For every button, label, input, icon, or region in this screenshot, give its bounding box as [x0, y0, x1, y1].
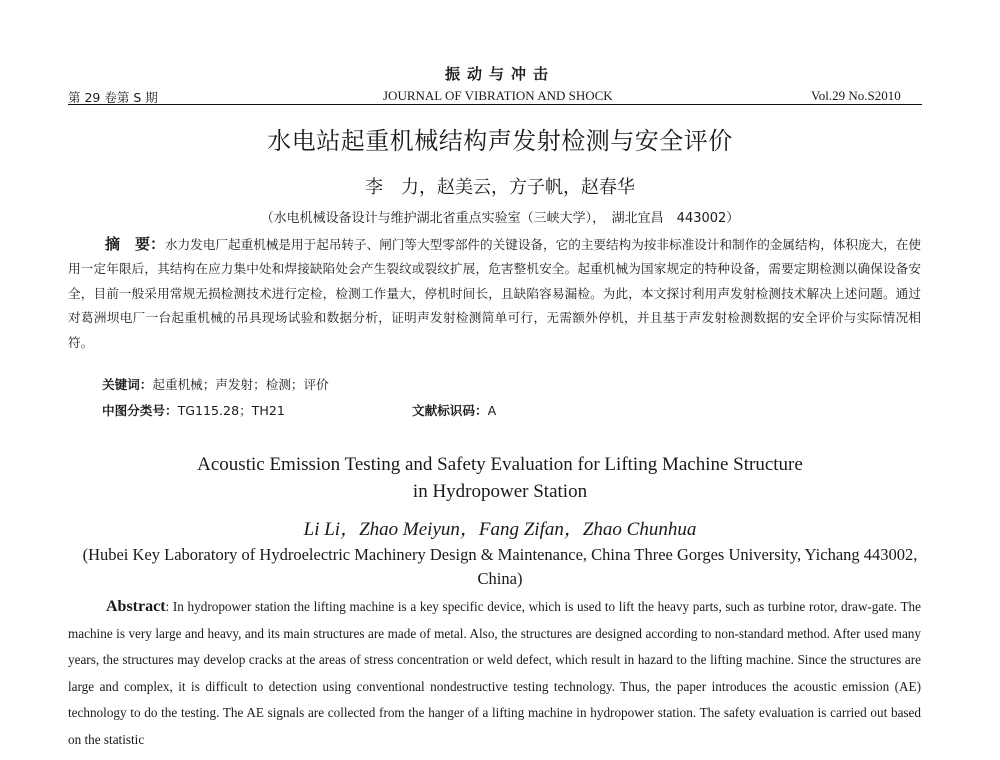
- keywords-label-cn: 关键词：: [102, 377, 153, 392]
- title-en-line2: in Hydropower Station: [412, 481, 588, 502]
- abstract-en: [68, 594, 921, 754]
- authors-en: Li Li，Zhao Meiyun，Fang Zifan，Zhao Chunhua: [303, 519, 697, 540]
- keywords-cn: [102, 374, 329, 393]
- header-rule: [68, 104, 922, 105]
- abstract-text-en: : In hydropower station the lifting machine is a key specific device, which is used to lift the heavy parts, such as turbine rotor, draw-gate. The machine is very large and heavy, and its main structures are made of metal. Also, the structures are designed according to non-standard method. After used many years, the structures may develop cracks at the areas of stress concentration or weld defect, which result in hazard to the lifting machine. Since the structures are large and complex, it is difficult to detection using conventional nondestructive testing technology. Thus, the paper introduces the acoustic emission (AE) technology to do the testing. The AE signals are collected from the hanger of a lifting machine in hydropower station. The safety evaluation is carried out based on the statistic: [68, 599, 921, 747]
- journal-name-en: JOURNAL OF VIBRATION AND SHOCK: [383, 88, 613, 103]
- affiliation-cn: （水电机械设备设计与维护湖北省重点实验室（三峡大学）， 湖北宜昌 443002）: [260, 211, 740, 226]
- volume-issue-cn: 第 29 卷第 S 期: [68, 90, 158, 105]
- clc-number: [102, 400, 285, 419]
- journal-name-cn: 振动与冲击: [444, 65, 555, 83]
- abstract-text-cn: 水力发电厂起重机械是用于起吊转子、闸门等大型零部件的关键设备，它的主要结构为按非标准设计和制作的金属结构，体积庞大，在使用一定年限后，其结构在应力集中处和焊接缺陷处会产生裂纹或裂纹扩展，危害整机安全。起重机械为国家规定的特种设备，需要定期检测以确保设备安全，目前一般采用常规无损检测技术进行定检，检测工作量大，停机时间长，且缺陷容易漏检。为此，本文探讨利用声发射检测技术解决上述问题。通过对葛洲坝电厂一台起重机械的吊具现场试验和数据分析，证明声发射检测简单可行，无需额外停机，并且基于声发射检测数据的安全评价与实际情况相符。: [68, 237, 921, 350]
- abstract-cn: [68, 232, 921, 355]
- title-cn: 水电站起重机械结构声发射检测与安全评价: [267, 127, 733, 155]
- abstract-label-en: Abstract: [106, 598, 166, 615]
- title-en: [0, 451, 1000, 505]
- doc-code-text: A: [487, 403, 497, 418]
- clc-text: TG115.28；TH21: [177, 403, 285, 418]
- keywords-text-cn: 起重机械；声发射；检测；评价: [152, 377, 329, 392]
- affiliation-en: (Hubei Key Laboratory of Hydroelectric Machinery Design & Maintenance, China Three Gorges University, Yichang 443002, China): [82, 545, 918, 588]
- volume-issue-en: Vol.29 No.S2010: [811, 88, 901, 103]
- doc-code-label: 文献标识码：: [412, 403, 488, 418]
- title-en-line1: Acoustic Emission Testing and Safety Evaluation for Lifting Machine Structure: [197, 454, 803, 475]
- document-code: [412, 400, 496, 419]
- abstract-label-cn: 摘 要：: [105, 235, 166, 253]
- authors-cn: 李 力，赵美云，方子帆，赵春华: [365, 177, 635, 198]
- clc-label: 中图分类号：: [102, 403, 178, 418]
